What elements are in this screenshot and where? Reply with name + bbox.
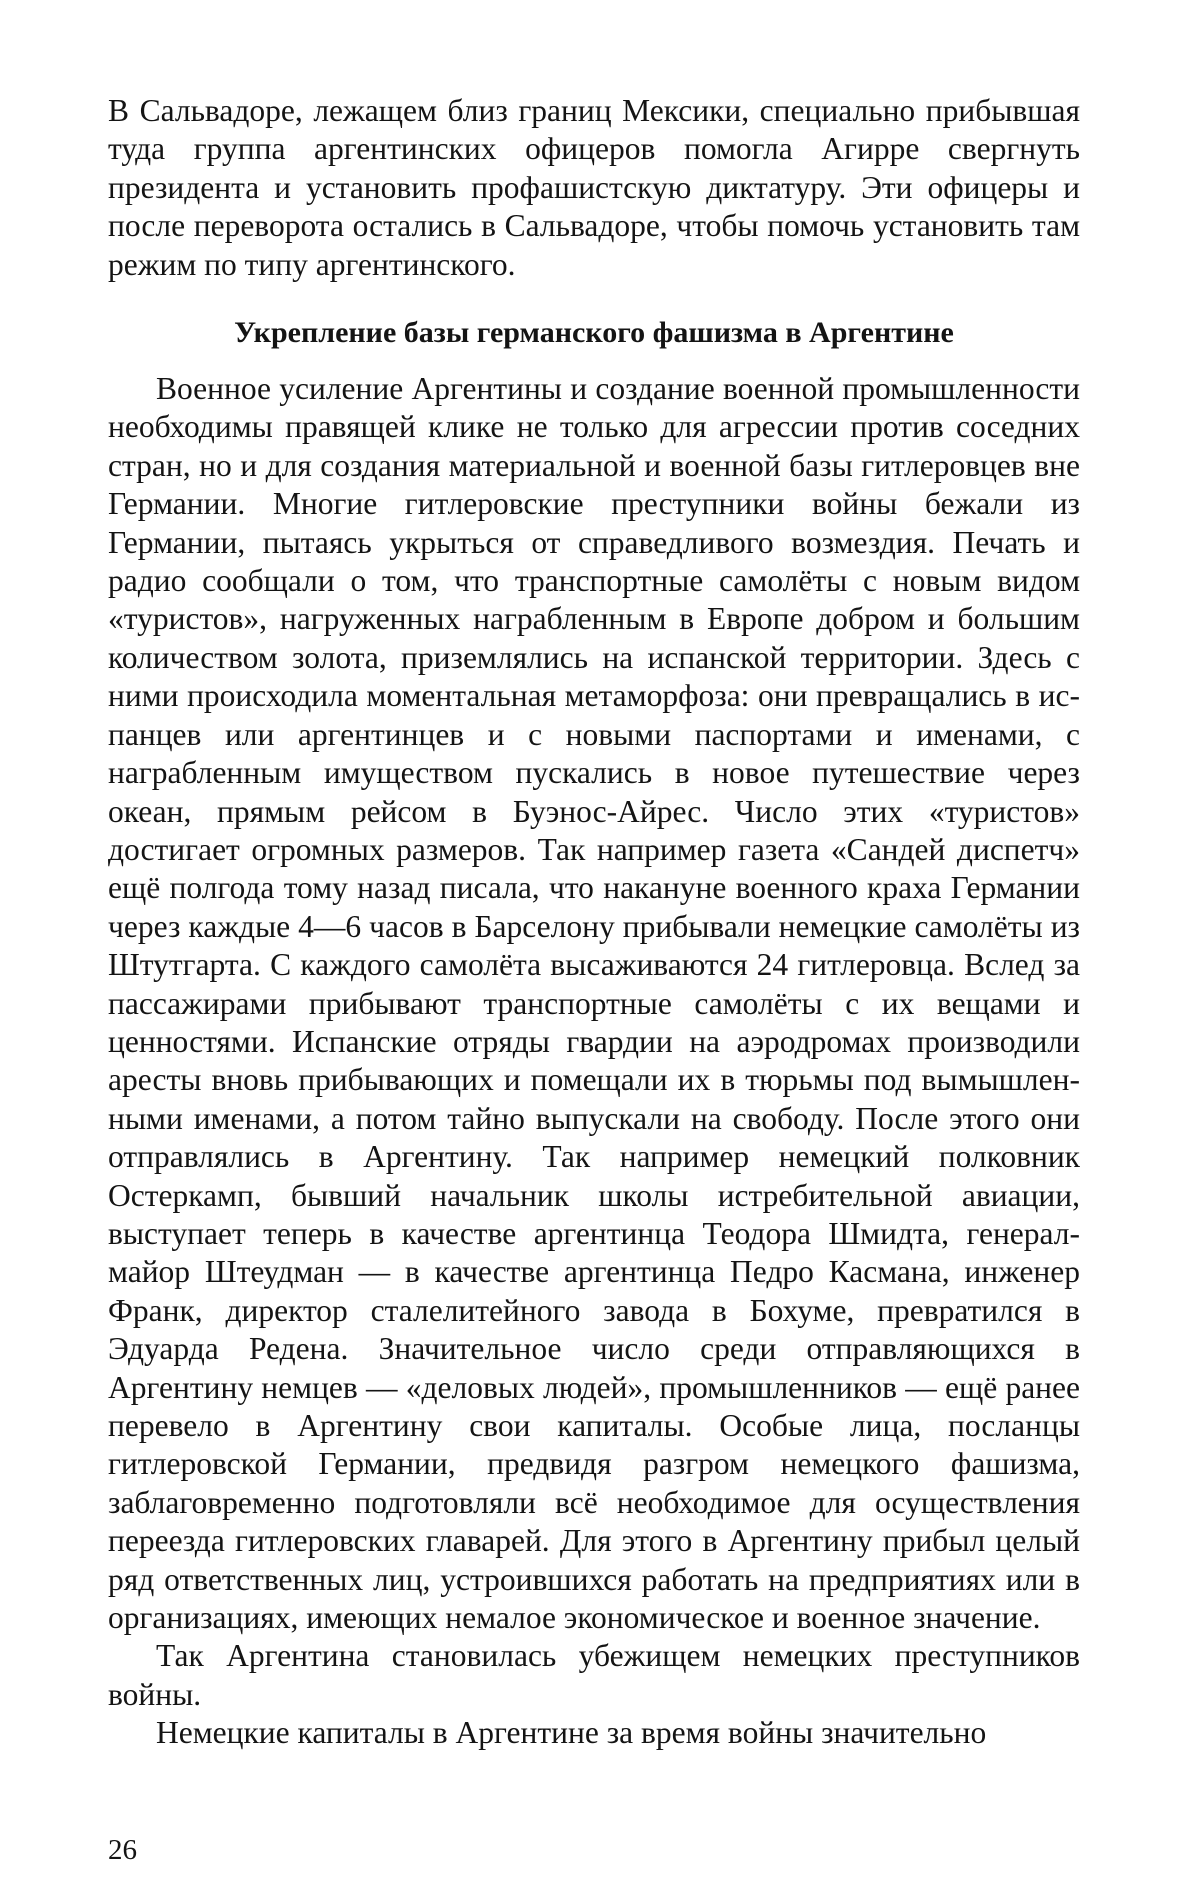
body-paragraph: Так Аргентина становилась убежищем немецких преступников войны. [108,1638,1080,1712]
body-paragraph: Военное усиление Аргентины и создание военной промышленности необходимы правящей клике не только для агрессии против соседних стран, но и для создания материальной и военной базы гитлеровцев вне Германии. Многие гитлеровские преступники войны бежали из Германии, пытаясь укрыться от справедливого возмездия. Печать и радио сообщали о том, что транспортные самолёты с новым видом «туристов», нагруженных награбленным в Европе добром и большим количеством золота, приземлялись на испанской территории. Здесь с ними происходила моментальная метаморфоза: они превращались в испанцев или аргентинцев и с новыми паспортами и именами, с награбленным имуществом пускались в новое путешествие через океан, прямым рейсом в Буэнос-Айрес. Число этих «туристов» достигает огромных размеров. Так например газета «Сандей диспетч» ещё полгода тому назад писала, что накануне военного краха Германии через каждые 4—6 часов в Барселону прибывали немецкие самолёты из Штутгарта. С каждого самолёта высаживаются 24 гитлеровца. Вслед за пассажирами прибывают транспортные самолёты с их вещами и ценностями. Испанские отряды гвардии на аэродромах производили аресты вновь прибывающих и помещали их в тюрьмы под вымышленными именами, а потом тайно выпускали на свободу. После этого они отправлялись в Аргентину. Так например немецкий полковник Остеркамп, бывший начальник школы истребительной авиации, выступает теперь в качестве аргентинца Теодора Шмидта, генерал-майор Штеудман — в качестве аргентинца Педро Касмана, инженер Франк, директор сталелитейного завода в Бохуме, превратился в Эдуарда Редена. Значительное число среди отправляющихся в Аргентину немцев — «деловых людей», промышленников — ещё ранее перевело в Аргентину свои капиталы. Особые лица, посланцы гитлеровской Германии, предвидя разгром немецкого фашизма, заблаговременно подготовляли всё необходимое для осуществления переезда гитлеровских главарей. Для этого в Аргентину прибыл целый ряд ответственных лиц, устроившихся работать на предприятиях или в организациях, имеющих немалое экономическое и военное значение. [108,371,1080,1636]
opening-paragraph: В Сальвадоре, лежащем близ границ Мексики, специально прибывшая туда группа аргентинских офицеров помогла Агирре свергнуть президента и установить профашистскую диктатуру. Эти офицеры и после переворота остались в Сальвадоре, чтобы помочь установить там режим по типу аргентинского. [108,93,1080,282]
body-paragraph: Немецкие капиталы в Аргентине за время войны значительно [156,1715,987,1751]
page-number: 26 [108,1834,137,1866]
section-heading: Укрепление базы германского фашизма в Аргентине [234,316,954,350]
book-page [108,92,1080,1882]
